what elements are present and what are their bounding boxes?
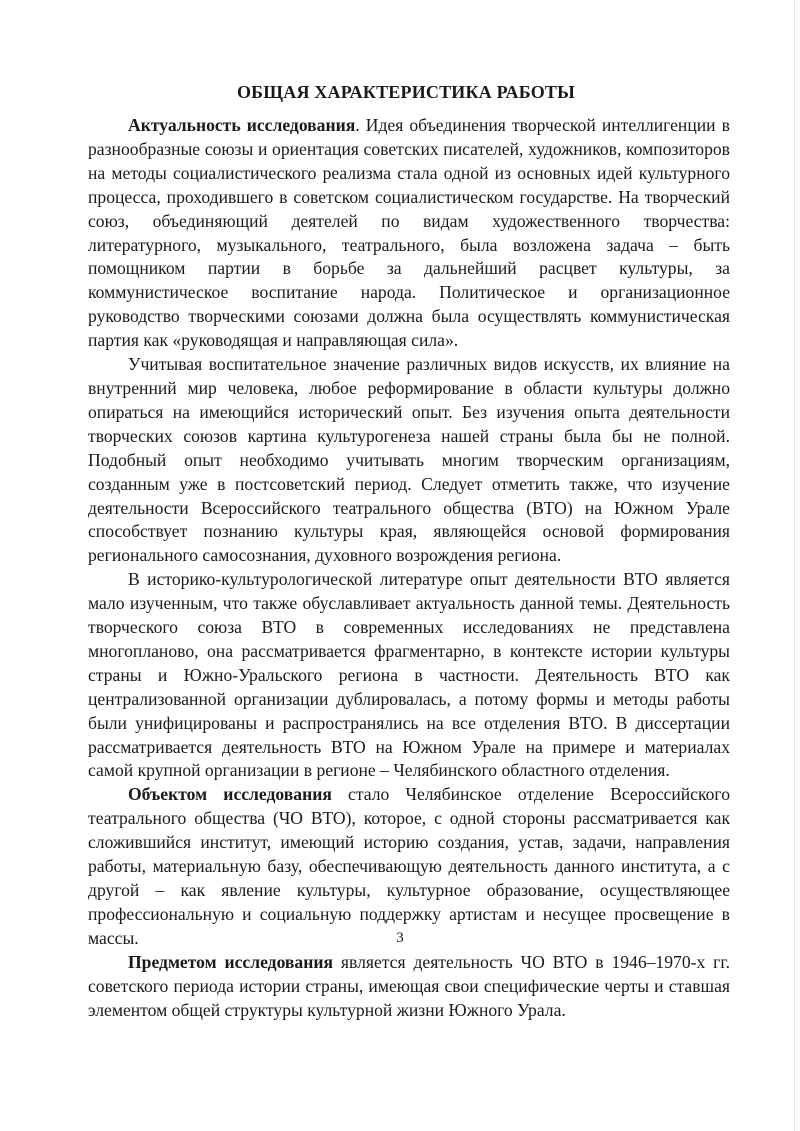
paragraph-educational-value — [88, 353, 730, 568]
paragraph-text: стало Челябинское отделение Всероссийского театрального общества (ЧО ВТО), которое, с одной стороны рассматривается как сложившийся институт, имеющий историю создания, устав, задачи, направления работы, материальную базу, обеспечивающую деятельность данного института, а с другой – как явление культуры, культурное образование, осуществляющее профессиональную и социальную поддержку артистам и несущее просвещение в массы. — [88, 784, 730, 948]
body-text — [88, 114, 730, 1022]
lead-relevance: Актуальность исследования — [128, 115, 356, 135]
paragraph-literature-review — [88, 568, 730, 783]
paragraph-text: В историко-культурологической литературе опыт деятельности ВТО является мало изученным, что также обуславливает актуальность данной темы. Деятельность творческого союза ВТО в современных исследованиях не представлена многопланово, она рассматривается фрагментарно, в контексте истории культуры страны и Южно-Уральского региона в частности. Деятельность ВТО как централизованной организации дублировалась, а потому формы и методы работы были унифицированы и распространялись на все отделения ВТО. В диссертации рассматривается деятельность ВТО на Южном Урале на примере и материалах самой крупной организации в регионе – Челябинского областного отделения. — [88, 569, 730, 781]
lead-object: Объектом исследования — [128, 784, 332, 805]
paragraph-subject — [88, 951, 730, 1023]
lead-subject: Предметом исследования — [128, 951, 334, 972]
paragraph-relevance — [88, 114, 730, 353]
paragraph-text: Учитывая воспитательное значение различных видов искусств, их влияние на внутренний мир человека, любое реформирование в области культуры должно опираться на имеющийся исторический опыт. Без изучения опыта деятельности творческих союзов картина культурогенеза нашей страны была бы не полной. Подобный опыт необходимо учитывать многим творческим организациям, созданным уже в постсоветский период. Следует отметить также, что изучение деятельности Всероссийского театрального общества (ВТО) на Южном Урале способствует познанию культуры края, являющейся основой формирования регионального самосознания, духовного возрождения региона. — [88, 354, 730, 566]
page-number: 3 — [396, 930, 404, 946]
page-title: ОБЩАЯ ХАРАКТЕРИСТИКА РАБОТЫ — [236, 82, 576, 102]
paragraph-text: является деятельность ЧО ВТО в 1946–1970-х гг. советского периода истории страны, имеющая свои специфические черты и ставшая элементом общей структуры культурной жизни Южного Урала. — [88, 951, 730, 1020]
page-edge-line — [794, 0, 795, 1131]
paragraph-object — [88, 783, 730, 950]
paragraph-text: . Идея объединения творческой интеллигенции в разнообразные союзы и ориентация советских писателей, художников, композиторов на методы социалистического реализма стала одной из основных идей культурного процесса, проходившего в советском социалистическом государстве. На творческий союз, объединяющий деятелей по видам художественного творчества: литературного, музыкального, театрального, была возложена задача – быть помощником партии в борьбе за дальнейший расцвет культуры, за коммунистическое воспитание народа. Политическое и организационное руководство творческими союзами должна была осуществлять коммунистическая партия как «руководящая и направляющая сила». — [88, 115, 730, 351]
